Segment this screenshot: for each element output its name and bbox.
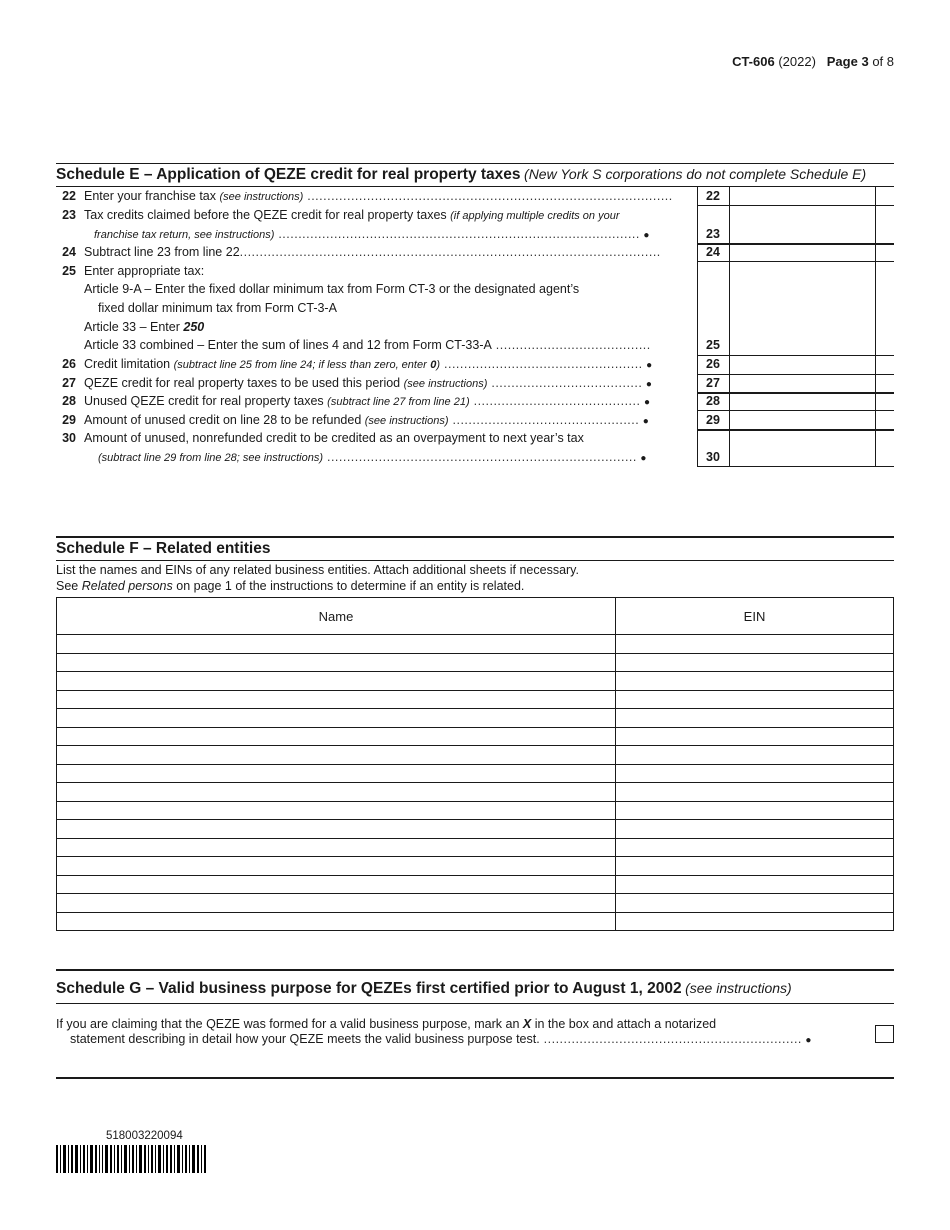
barcode-number: 518003220094 xyxy=(106,1130,183,1142)
line-22-text: Enter your franchise tax (see instructions) ............................................................................................ xyxy=(84,189,673,203)
entity-name-cell[interactable] xyxy=(57,672,616,691)
entity-ein-cell[interactable] xyxy=(616,857,894,876)
line-28-text: Unused QEZE credit for real property taxes (subtract line 27 from line 21) .......................................... ● xyxy=(84,394,650,408)
table-row xyxy=(57,857,894,876)
entity-ein-cell[interactable] xyxy=(616,820,894,839)
table-row xyxy=(57,764,894,783)
entity-name-cell[interactable] xyxy=(57,783,616,802)
entity-name-cell[interactable] xyxy=(57,838,616,857)
entity-ein-cell[interactable] xyxy=(616,801,894,820)
box-30-label: 30 xyxy=(706,450,720,464)
schedule-f-title: Schedule F – Related entities xyxy=(56,540,271,557)
entity-ein-cell[interactable] xyxy=(616,672,894,691)
page-total: of 8 xyxy=(872,54,894,69)
line-23-number: 23 xyxy=(62,208,76,222)
box-22-label: 22 xyxy=(706,189,720,203)
entity-ein-cell[interactable] xyxy=(616,838,894,857)
entity-name-cell[interactable] xyxy=(57,764,616,783)
schedule-e-note: (New York S corporations do not complete Schedule E) xyxy=(524,166,867,182)
table-row xyxy=(57,783,894,802)
line-23-text-cont: franchise tax return, see instructions) ........................................................................................... ● xyxy=(94,227,650,241)
box-28-label: 28 xyxy=(706,394,720,408)
line-25-article-9a-cont: fixed dollar minimum tax from Form CT-3-A xyxy=(98,301,337,315)
schedule-f-desc-1: List the names and EINs of any related business entities. Attach additional sheets if necessary. xyxy=(56,563,579,577)
schedule-g-text-1: If you are claiming that the QEZE was formed for a valid business purpose, mark an X in the box and attach a notarized xyxy=(56,1017,717,1031)
line-23-text: Tax credits claimed before the QEZE credit for real property taxes (if applying multiple credits on your xyxy=(84,208,620,222)
table-row xyxy=(57,727,894,746)
page-number: 3 xyxy=(861,54,869,69)
line-26-amount-field[interactable] xyxy=(731,357,874,373)
schedule-e-top-rule xyxy=(56,163,894,164)
box-24-label: 24 xyxy=(706,245,720,259)
schedule-g-heading xyxy=(56,980,792,998)
line-24-number: 24 xyxy=(62,245,76,259)
line-25-article-33-combined: Article 33 combined – Enter the sum of lines 4 and 12 from Form CT-33-A ....................................... xyxy=(84,338,651,352)
table-row xyxy=(57,653,894,672)
entity-name-cell[interactable] xyxy=(57,875,616,894)
entity-name-cell[interactable] xyxy=(57,635,616,654)
entity-name-cell[interactable] xyxy=(57,690,616,709)
entity-ein-cell[interactable] xyxy=(616,764,894,783)
entity-ein-cell[interactable] xyxy=(616,727,894,746)
schedule-g-top-rule xyxy=(56,969,894,971)
line-23-amount-field[interactable] xyxy=(731,207,874,242)
schedule-f-title-rule xyxy=(56,560,894,561)
page-header xyxy=(732,54,894,69)
line-25-number: 25 xyxy=(62,264,76,278)
schedule-g-title: Schedule G – Valid business purpose for QEZEs first certified prior to August 1, 2002 xyxy=(56,980,682,997)
entity-name-cell[interactable] xyxy=(57,857,616,876)
schedule-f-desc-2: See Related persons on page 1 of the instructions to determine if an entity is related. xyxy=(56,579,525,593)
entity-ein-cell[interactable] xyxy=(616,875,894,894)
schedule-g-text-2: statement describing in detail how your QEZE meets the valid business purpose test. ................................................................. ● xyxy=(70,1032,812,1046)
line-24-text: Subtract line 23 from line 22.......................................................................................................... xyxy=(84,245,661,259)
line-25-article-9a: Article 9-A – Enter the fixed dollar minimum tax from Form CT-3 or the designated agent’s xyxy=(84,282,580,296)
table-row xyxy=(57,801,894,820)
bottom-rule xyxy=(56,1077,894,1079)
valid-business-purpose-checkbox[interactable] xyxy=(875,1025,894,1043)
schedule-e-title: Schedule E – Application of QEZE credit for real property taxes xyxy=(56,166,521,183)
line-25-text: Enter appropriate tax: xyxy=(84,264,205,278)
line-30-text: Amount of unused, nonrefunded credit to be credited as an overpayment to next year’s tax xyxy=(84,431,584,445)
table-row xyxy=(57,746,894,765)
line-28-amount-field[interactable] xyxy=(731,395,874,409)
barcode-icon xyxy=(56,1145,208,1173)
page-word: Page xyxy=(826,54,858,69)
table-row xyxy=(57,838,894,857)
line-30-text-cont: (subtract line 29 from line 28; see instructions) .............................................................................. ● xyxy=(98,450,647,464)
line-25-article-33: Article 33 – Enter 250 xyxy=(84,320,205,334)
form-id: CT-606 xyxy=(732,54,775,69)
entity-name-cell[interactable] xyxy=(57,727,616,746)
line-30-amount-field[interactable] xyxy=(731,431,874,465)
form-year: (2022) xyxy=(778,54,816,69)
table-row xyxy=(57,709,894,728)
entity-ein-cell[interactable] xyxy=(616,783,894,802)
entity-name-cell[interactable] xyxy=(57,709,616,728)
table-row xyxy=(57,912,894,931)
line-29-amount-field[interactable] xyxy=(731,412,874,428)
line-27-text: QEZE credit for real property taxes to be used this period (see instructions) ...................................... ● xyxy=(84,376,652,390)
entity-ein-cell[interactable] xyxy=(616,690,894,709)
entity-name-cell[interactable] xyxy=(57,894,616,913)
box-26-label: 26 xyxy=(706,357,720,371)
box-29-label: 29 xyxy=(706,413,720,427)
entity-ein-cell[interactable] xyxy=(616,894,894,913)
line-27-number: 27 xyxy=(62,376,76,390)
line-25-amount-field[interactable] xyxy=(731,263,874,354)
table-row xyxy=(57,894,894,913)
column-header-name: Name xyxy=(57,598,616,635)
schedule-f-top-rule xyxy=(56,536,894,538)
table-row xyxy=(57,875,894,894)
line-22-amount-field[interactable] xyxy=(731,187,874,204)
table-row xyxy=(57,820,894,839)
entity-name-cell[interactable] xyxy=(57,653,616,672)
line-24-amount-field[interactable] xyxy=(731,245,874,260)
column-header-ein: EIN xyxy=(616,598,894,635)
box-25-label: 25 xyxy=(706,338,720,352)
entity-ein-cell[interactable] xyxy=(616,653,894,672)
box-23-label: 23 xyxy=(706,227,720,241)
entity-ein-cell[interactable] xyxy=(616,635,894,654)
entity-name-cell[interactable] xyxy=(57,820,616,839)
schedule-e-heading xyxy=(56,166,866,184)
entity-ein-cell[interactable] xyxy=(616,709,894,728)
line-28-number: 28 xyxy=(62,394,76,408)
line-26-number: 26 xyxy=(62,357,76,371)
schedule-g-title-rule xyxy=(56,1003,894,1004)
table-row xyxy=(57,672,894,691)
line-27-amount-field[interactable] xyxy=(731,376,874,391)
entity-name-cell[interactable] xyxy=(57,746,616,765)
entity-ein-cell[interactable] xyxy=(616,746,894,765)
line-26-text: Credit limitation (subtract line 25 from line 24; if less than zero, enter 0) .................................................. ● xyxy=(84,357,653,371)
line-30-number: 30 xyxy=(62,431,76,445)
table-row xyxy=(57,635,894,654)
box-27-label: 27 xyxy=(706,376,720,390)
line-22-number: 22 xyxy=(62,189,76,203)
related-entities-table xyxy=(56,597,894,931)
entity-name-cell[interactable] xyxy=(57,801,616,820)
table-row xyxy=(57,690,894,709)
entity-ein-cell[interactable] xyxy=(616,912,894,931)
schedule-g-note: (see instructions) xyxy=(685,980,792,996)
line-29-number: 29 xyxy=(62,413,76,427)
entity-name-cell[interactable] xyxy=(57,912,616,931)
line-29-text: Amount of unused credit on line 28 to be refunded (see instructions) ............................................... ● xyxy=(84,413,649,427)
